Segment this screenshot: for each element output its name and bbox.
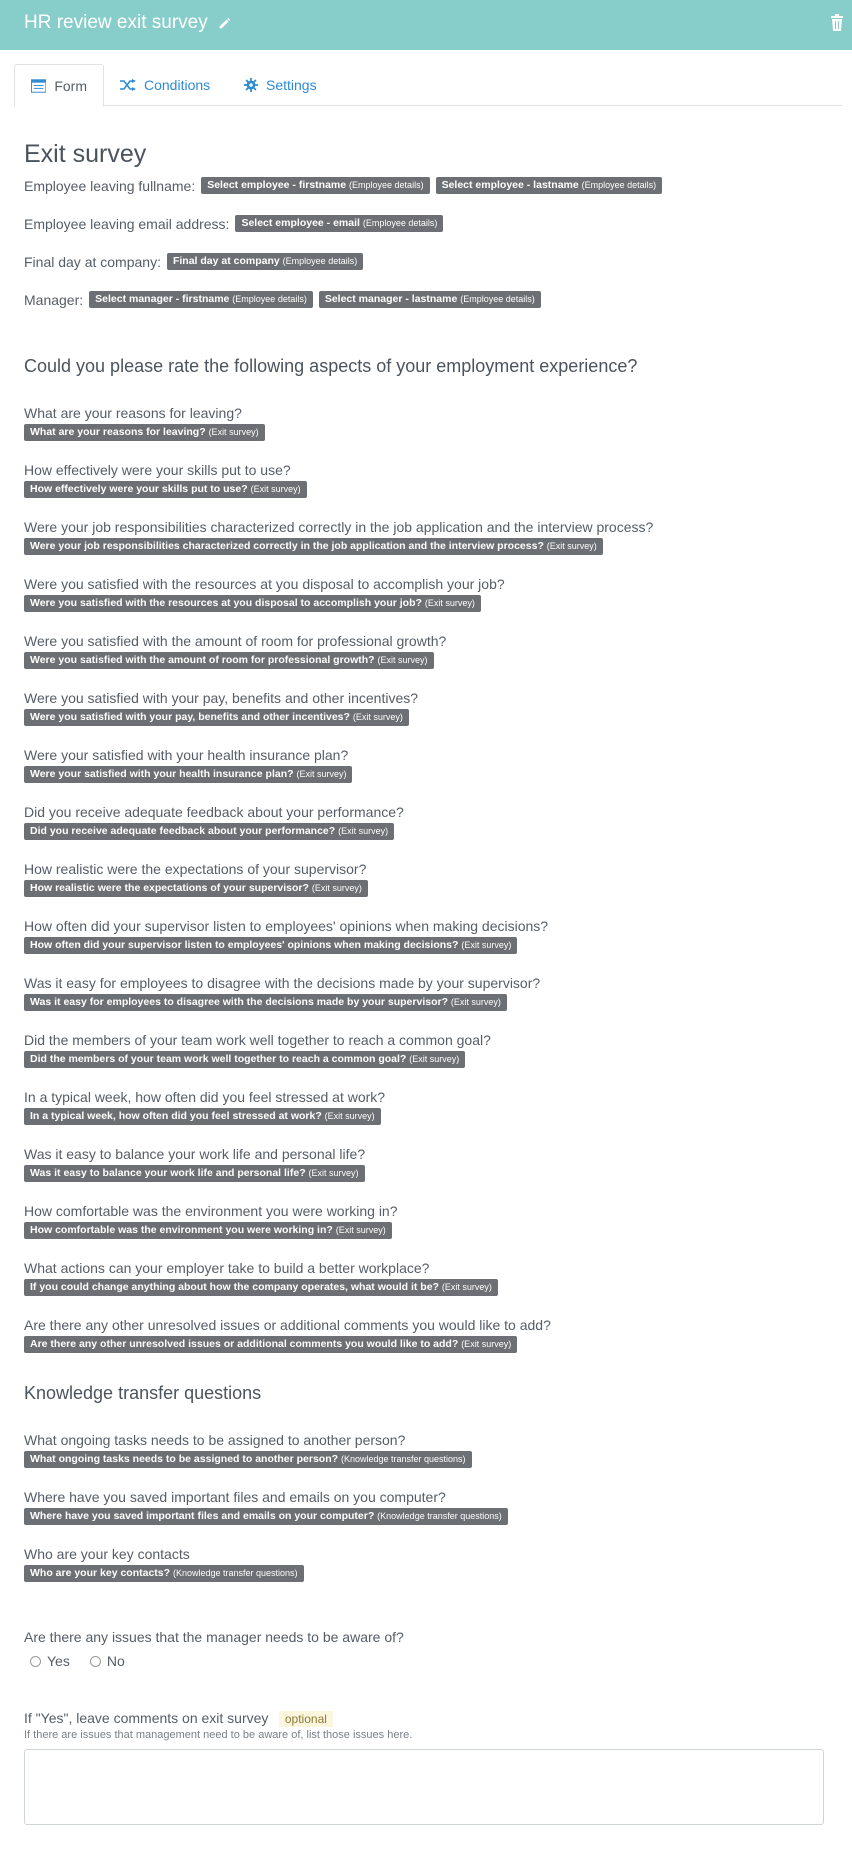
tab-form-label: Form <box>54 77 87 94</box>
question-label: Was it easy for employees to disagree with the decisions made by your supervisor? <box>24 975 541 991</box>
question-label: Was it easy to balance your work life and personal life? <box>24 1146 366 1162</box>
tab-form[interactable] <box>14 64 104 107</box>
question-tag[interactable]: How comfortable was the environment you were working in? (Exit survey) <box>24 1222 392 1239</box>
knowledge-question-label: Who are your key contacts <box>24 1546 190 1562</box>
question-label: How often did your supervisor listen to employees' opinions when making decisions? <box>24 918 549 934</box>
question-tag[interactable]: Were you satisfied with your pay, benefits and other incentives? (Exit survey) <box>24 709 409 726</box>
question-label: Were you satisfied with your pay, benefits and other incentives? <box>24 690 419 706</box>
form-icon <box>31 79 46 93</box>
trash-icon[interactable] <box>830 14 844 32</box>
question-item <box>24 462 307 498</box>
survey-title[interactable] <box>24 12 231 34</box>
question-item <box>24 405 265 441</box>
question-tag[interactable]: Did the members of your team work well together to reach a common goal? (Exit survey) <box>24 1051 465 1068</box>
question-item <box>24 861 368 897</box>
knowledge-question-label: Where have you saved important files and emails on you computer? <box>24 1489 446 1505</box>
question-tag[interactable]: If you could change anything about how the company operates, what would it be? (Exit survey) <box>24 1279 498 1296</box>
question-item <box>24 633 446 669</box>
fullname-lastname-tag[interactable]: Select employee - lastname (Employee details) <box>436 177 663 194</box>
manager-label: Manager: <box>24 291 84 308</box>
question-label: Are there any other unresolved issues or additional comments you would like to add? <box>24 1317 551 1333</box>
finalday-label: Final day at company: <box>24 253 161 270</box>
optional-badge: optional <box>279 1711 333 1727</box>
question-item <box>24 576 505 612</box>
knowledge-question-tag[interactable]: Who are your key contacts? (Knowledge transfer questions) <box>24 1565 304 1582</box>
knowledge-question-item <box>24 1546 304 1582</box>
knowledge-question-tag[interactable]: Where have you saved important files and emails on your computer? (Knowledge transfer questions) <box>24 1508 508 1525</box>
question-tag[interactable]: How often did your supervisor listen to employees' opinions when making decisions? (Exit survey) <box>24 937 517 954</box>
fullname-firstname-tag[interactable]: Select employee - firstname (Employee details) <box>201 177 429 194</box>
question-label: How effectively were your skills put to use? <box>24 462 291 478</box>
manager-firstname-tag[interactable]: Select manager - firstname (Employee details) <box>89 291 313 308</box>
tab-settings[interactable] <box>228 64 333 106</box>
question-label: Were you satisfied with the resources at you disposal to accomplish your job? <box>24 576 505 592</box>
question-tag[interactable]: How effectively were your skills put to use? (Exit survey) <box>24 481 307 498</box>
question-tag[interactable]: Was it easy to balance your work life and personal life? (Exit survey) <box>24 1165 365 1182</box>
knowledge-question-label: What ongoing tasks needs to be assigned to another person? <box>24 1432 406 1448</box>
shuffle-icon <box>120 79 136 91</box>
email-row <box>24 215 443 232</box>
question-label: Were your satisfied with your health insurance plan? <box>24 747 349 763</box>
question-tag[interactable]: How realistic were the expectations of your supervisor? (Exit survey) <box>24 880 368 897</box>
question-label: In a typical week, how often did you feel stressed at work? <box>24 1089 386 1105</box>
question-tag[interactable]: Were your satisfied with your health insurance plan? (Exit survey) <box>24 766 352 783</box>
question-item <box>24 1032 491 1068</box>
issues-yes-radio[interactable] <box>30 1656 41 1667</box>
comments-textarea[interactable] <box>24 1749 824 1825</box>
comments-help-text: If there are issues that management need to be aware of, list those issues here. <box>24 1729 413 1741</box>
question-tag[interactable]: Did you receive adequate feedback about your performance? (Exit survey) <box>24 823 394 840</box>
question-label: Were your job responsibilities characterized correctly in the job application and the interview process? <box>24 519 654 535</box>
question-tag[interactable]: Are there any other unresolved issues or additional comments you would like to add? (Exit survey) <box>24 1336 517 1353</box>
question-label: Did you receive adequate feedback about your performance? <box>24 804 404 820</box>
question-item <box>24 804 404 840</box>
question-label: What are your reasons for leaving? <box>24 405 242 421</box>
survey-title-text: HR review exit survey <box>24 12 208 33</box>
header-bar <box>0 0 852 50</box>
question-item <box>24 1260 498 1296</box>
question-tag[interactable]: Were your job responsibilities characterized correctly in the job application and the interview process? (Exit survey) <box>24 538 603 555</box>
question-label: Did the members of your team work well together to reach a common goal? <box>24 1032 491 1048</box>
issues-radio-group <box>30 1653 125 1669</box>
issues-question-label: Are there any issues that the manager needs to be aware of? <box>24 1629 404 1645</box>
issues-no-radio[interactable] <box>90 1656 101 1667</box>
issues-yes-label: Yes <box>47 1653 70 1669</box>
question-tag[interactable]: Were you satisfied with the resources at you disposal to accomplish your job? (Exit survey) <box>24 595 481 612</box>
email-label: Employee leaving email address: <box>24 215 230 232</box>
question-tag[interactable]: What are your reasons for leaving? (Exit survey) <box>24 424 265 441</box>
issues-no-label: No <box>106 1653 125 1669</box>
question-tag[interactable]: Were you satisfied with the amount of room for professional growth? (Exit survey) <box>24 652 434 669</box>
rate-heading: Could you please rate the following aspects of your employment experience? <box>24 356 638 376</box>
issues-question <box>24 1629 404 1645</box>
question-label: How comfortable was the environment you were working in? <box>24 1203 398 1219</box>
pencil-icon[interactable] <box>218 17 231 30</box>
question-item <box>24 747 352 783</box>
question-item <box>24 1146 365 1182</box>
knowledge-question-item <box>24 1432 472 1468</box>
question-item <box>24 975 540 1011</box>
tab-conditions[interactable] <box>104 64 226 106</box>
comments-label: If "Yes", leave comments on exit survey <box>24 1710 269 1726</box>
question-label: Were you satisfied with the amount of room for professional growth? <box>24 633 447 649</box>
manager-lastname-tag[interactable]: Select manager - lastname (Employee details) <box>319 291 541 308</box>
fullname-row <box>24 177 662 194</box>
question-label: What actions can your employer take to build a better workplace? <box>24 1260 430 1276</box>
question-item <box>24 918 548 954</box>
question-tag[interactable]: Was it easy for employees to disagree with the decisions made by your supervisor? (Exit survey) <box>24 994 507 1011</box>
email-tag[interactable]: Select employee - email (Employee details) <box>235 215 443 232</box>
finalday-tag[interactable]: Final day at company (Employee details) <box>167 253 363 270</box>
question-item <box>24 1203 398 1239</box>
fullname-label: Employee leaving fullname: <box>24 177 196 194</box>
question-item <box>24 519 653 555</box>
knowledge-question-item <box>24 1489 508 1525</box>
tab-settings-label: Settings <box>266 77 317 93</box>
question-label: How realistic were the expectations of your supervisor? <box>24 861 367 877</box>
question-item <box>24 1317 551 1353</box>
gear-icon <box>244 78 258 92</box>
question-item <box>24 690 418 726</box>
tab-conditions-label: Conditions <box>144 77 211 93</box>
finalday-row <box>24 253 363 270</box>
comments-label-row <box>24 1710 333 1728</box>
knowledge-question-tag[interactable]: What ongoing tasks needs to be assigned to another person? (Knowledge transfer questions) <box>24 1451 472 1468</box>
question-tag[interactable]: In a typical week, how often did you feel stressed at work? (Exit survey) <box>24 1108 381 1125</box>
knowledge-heading: Knowledge transfer questions <box>24 1383 262 1403</box>
form-title: Exit survey <box>24 140 147 168</box>
question-item <box>24 1089 385 1125</box>
manager-row <box>24 291 541 308</box>
